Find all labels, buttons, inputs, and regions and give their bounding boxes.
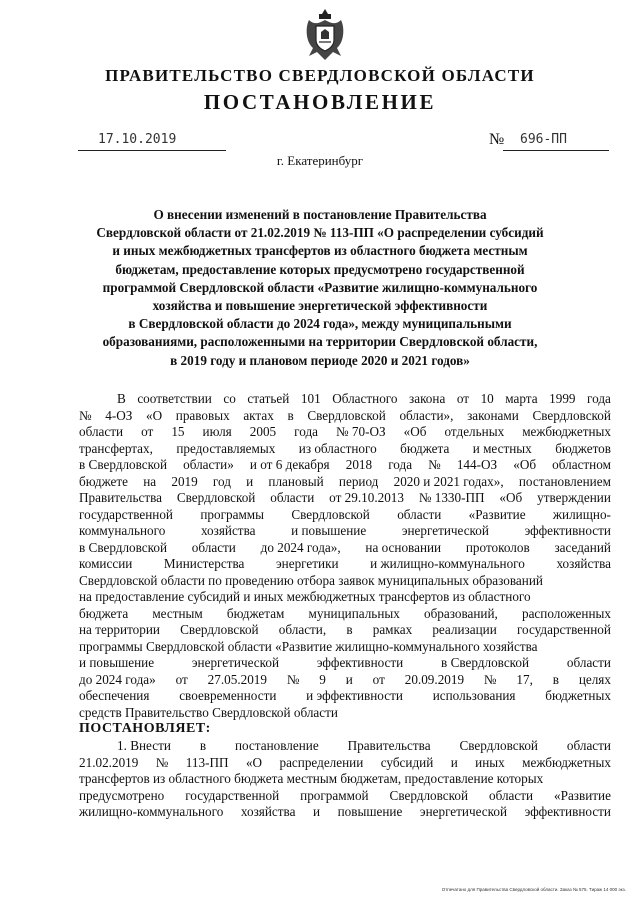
word: Свердловской области по проведению отбора заявок муниципальных образований	[79, 572, 543, 588]
title-line: в Свердловской области до 2024 года», между муниципальными	[128, 316, 512, 332]
word: субсидий	[380, 754, 434, 770]
word: области	[79, 424, 124, 439]
word: постановление	[234, 738, 319, 753]
word: повышение	[337, 804, 403, 819]
word: со	[223, 391, 236, 406]
title-line: и иных межбюджетных трансфертов из областного бюджета местным	[112, 243, 528, 259]
word: области	[566, 738, 611, 753]
word: и эффективности	[306, 688, 403, 703]
word: «Об	[499, 490, 523, 505]
word: 1999	[549, 391, 576, 406]
organization-name: ПРАВИТЕЛЬСТВО СВЕРДЛОВСКОЙ ОБЛАСТИ	[105, 66, 535, 85]
word: бюджетам	[226, 605, 285, 621]
word: год	[212, 473, 231, 489]
text-line	[79, 705, 611, 722]
word: 9	[319, 671, 326, 687]
title-line: образованиями, расположенными на территории Свердловской области,	[102, 334, 538, 350]
word: отдельных	[444, 424, 505, 439]
word: межбюджетных	[522, 424, 611, 439]
word: области	[488, 787, 534, 803]
word: рамках	[372, 622, 413, 637]
word: эффективности	[316, 655, 404, 670]
word: в Свердловской	[441, 655, 530, 670]
word: в	[346, 622, 353, 637]
title-line: программой Свердловской области «Развитие жилищно-коммунального	[102, 279, 538, 295]
document-date: 17.10.2019	[98, 132, 177, 147]
word: в Свердловской	[79, 457, 168, 472]
text-line	[79, 408, 611, 425]
word: 2020 и 2021 годах»,	[393, 473, 504, 489]
text-line	[79, 457, 611, 474]
word: от	[175, 671, 188, 687]
text-line	[79, 540, 611, 557]
word: муниципальных	[308, 605, 400, 621]
word: актах	[243, 407, 274, 423]
word: распределении	[279, 754, 364, 770]
word: на	[143, 473, 157, 489]
word: заседаний	[554, 539, 611, 555]
text-line	[79, 391, 611, 408]
text-line	[79, 490, 611, 507]
word: 21.02.2019	[79, 754, 139, 770]
word: области,	[278, 622, 327, 637]
word: своевременности	[179, 688, 277, 703]
word: «Об	[403, 424, 427, 439]
word: программы Свердловской области «Развитие жилищно-коммунального хозяйства	[79, 638, 538, 654]
text-line	[79, 688, 611, 705]
word: и жилищно-коммунального	[370, 556, 525, 571]
text-line	[79, 804, 611, 821]
title-line: в 2019 году и плановом периоде 2020 и 2021 годов»	[170, 352, 470, 368]
document-type: ПОСТАНОВЛЕНИЕ	[203, 90, 437, 114]
word: Свердловской	[389, 787, 469, 803]
word: Свердловской	[180, 622, 259, 637]
word: на предоставление субсидий и иных межбюджетных трансфертов из областного	[79, 589, 531, 604]
word: от	[372, 671, 385, 687]
word: 15	[171, 424, 185, 439]
text-line	[79, 573, 611, 590]
word: марта	[505, 391, 538, 406]
word: законами	[467, 407, 519, 423]
text-line	[79, 755, 611, 772]
word: №	[428, 457, 441, 472]
word: № 1330-ПП	[418, 490, 485, 505]
word: государственной	[185, 787, 280, 803]
word: 27.05.2019	[207, 671, 267, 687]
word: энергетической	[191, 655, 280, 670]
word: протоколов	[465, 539, 530, 555]
title-line: Свердловской области от 21.02.2019 № 113-ПП «О распределении субсидий	[96, 225, 544, 241]
text-line	[79, 507, 611, 524]
word: Свердловской	[291, 506, 370, 522]
word: 1. Внести	[117, 738, 171, 753]
word: трансфертах,	[79, 440, 153, 456]
word: «О	[146, 407, 163, 423]
text-line	[79, 589, 611, 606]
coat-of-arms-emblem	[303, 6, 347, 62]
word: предоставляемых	[176, 440, 276, 456]
word: энергетической	[419, 804, 508, 819]
word: комиссии	[79, 556, 133, 571]
word: №	[79, 407, 92, 423]
word: использования	[432, 688, 516, 703]
word: до 2024 года»	[79, 671, 156, 687]
word: 10	[480, 391, 494, 406]
word: программой	[300, 787, 369, 803]
word: до 2024 года»,	[260, 539, 341, 555]
word: года	[388, 457, 413, 472]
word: «Развитие	[554, 787, 611, 803]
word: №	[286, 671, 300, 687]
word: бюджета	[400, 440, 450, 456]
word: Правительства	[347, 738, 431, 753]
word: государственной	[516, 622, 611, 637]
title-line: хозяйства и повышение энергетической эффективности	[152, 298, 488, 314]
word: закона	[409, 391, 446, 406]
word: энергетики	[276, 556, 339, 571]
word: «Об	[513, 457, 537, 472]
word: иных	[475, 754, 505, 770]
word: Министерства	[163, 556, 245, 571]
word: и от 6 декабря	[249, 457, 330, 472]
print-footer: Отпечатано для Правительства Свердловской области. Заказ № 575. Тираж 14 000 экз.	[441, 887, 626, 892]
text-line	[79, 655, 611, 672]
city: г. Екатеринбург	[276, 153, 364, 168]
text-line	[79, 474, 611, 491]
word: области	[566, 655, 611, 670]
word: 2018	[345, 457, 373, 472]
word: в Свердловской	[79, 539, 168, 555]
word: из областного	[298, 440, 377, 456]
word: №	[483, 671, 497, 687]
word: 113-ПП	[185, 754, 229, 770]
text-line	[79, 672, 611, 689]
word: и местных	[472, 440, 532, 456]
word: эффективности	[524, 523, 611, 538]
word: программы	[200, 506, 264, 522]
word: 144-ОЗ	[456, 457, 498, 472]
word: соответствии	[137, 391, 212, 406]
word: государственной	[79, 506, 173, 522]
word: расположенных	[521, 605, 611, 621]
word: постановлением	[518, 473, 611, 489]
word: целях	[578, 671, 611, 687]
word: и	[345, 671, 353, 687]
word: 2019	[171, 473, 198, 489]
word: статьей	[247, 391, 290, 406]
word: № 70-ОЗ	[336, 424, 386, 439]
word: от	[141, 424, 154, 439]
word: хозяйства	[240, 804, 296, 819]
word: в	[287, 407, 294, 423]
word: области	[191, 539, 236, 555]
word: межбюджетных	[522, 754, 611, 770]
word: реализации	[432, 622, 497, 637]
word: трансфертов из областного бюджета местным бюджетам, предоставление которых	[79, 771, 544, 786]
title-line: О внесении изменений в постановление Правительства	[153, 207, 487, 222]
word: области	[270, 490, 315, 505]
text-line	[79, 788, 611, 805]
word: и повышение	[291, 523, 367, 538]
document-title	[80, 206, 560, 370]
word: и	[313, 804, 321, 819]
word: правовых	[175, 407, 230, 423]
word: в	[199, 738, 207, 753]
text-line	[79, 738, 611, 755]
word: хозяйства	[200, 523, 256, 538]
word: области»,	[399, 407, 454, 423]
word: года	[587, 391, 611, 406]
word: на основании	[365, 539, 442, 555]
word: от 29.10.2013	[329, 490, 404, 505]
word: средств Правительство Свердловской области	[79, 704, 338, 720]
word: утверждении	[537, 490, 611, 505]
number-sign: №	[489, 131, 505, 148]
word: период	[338, 473, 379, 489]
document-number: 696-ПП	[520, 132, 567, 147]
word: 2005	[249, 424, 277, 439]
word: эффективности	[524, 804, 611, 819]
word: Правительства	[79, 490, 162, 505]
text-line	[79, 771, 611, 788]
word: Свердловской	[176, 490, 256, 505]
text-line	[79, 556, 611, 573]
title-line: бюджетам, предоставление которых предусмотрено государственной	[115, 261, 525, 277]
word: предусмотрено	[79, 787, 165, 803]
word: Областного	[332, 391, 398, 406]
word: области»	[183, 457, 234, 472]
text-line	[79, 639, 611, 656]
word: 101	[300, 391, 321, 406]
word: бюджета	[79, 605, 129, 621]
word: Свердловской	[459, 738, 538, 753]
word: от	[456, 391, 470, 406]
word: и повышение	[79, 655, 155, 670]
word: плановый	[268, 473, 324, 489]
word: образований,	[423, 605, 498, 621]
word: Свердловской	[307, 407, 386, 423]
word: областном	[552, 457, 611, 472]
word: хозяйства	[556, 556, 611, 571]
word: №	[155, 754, 169, 770]
text-line	[79, 441, 611, 458]
word: 17,	[516, 671, 533, 687]
word: в	[552, 671, 559, 687]
word: «О	[245, 754, 263, 770]
word: на территории	[79, 622, 160, 637]
word: бюджете	[79, 473, 129, 489]
resolves-heading: ПОСТАНОВЛЯЕТ:	[79, 721, 211, 736]
word: энергетической	[401, 523, 489, 538]
text-line	[79, 606, 611, 623]
text-line	[79, 523, 611, 540]
preamble-paragraph	[79, 391, 611, 721]
word: 4-ОЗ	[105, 407, 133, 423]
word: июля	[202, 424, 232, 439]
number-underline	[503, 150, 609, 151]
word: и	[246, 473, 254, 489]
word: и	[450, 754, 458, 770]
word: жилищно-коммунального	[79, 804, 224, 819]
word: Свердловской	[532, 407, 611, 423]
word: бюджетных	[545, 688, 611, 703]
word: 20.09.2019	[404, 671, 465, 687]
word: области	[397, 506, 442, 522]
text-line	[79, 622, 611, 639]
word: года	[294, 424, 319, 439]
word: жилищно-	[552, 506, 611, 522]
text-line	[79, 424, 611, 441]
document-body	[79, 391, 611, 821]
word: коммунального	[79, 523, 166, 538]
word: В	[117, 391, 126, 406]
word: местным	[152, 605, 203, 621]
item-paragraph	[79, 738, 611, 821]
date-underline	[78, 150, 226, 151]
word: бюджетов	[555, 440, 611, 456]
word: «Развитие	[468, 506, 526, 522]
word: обеспечения	[79, 688, 150, 703]
